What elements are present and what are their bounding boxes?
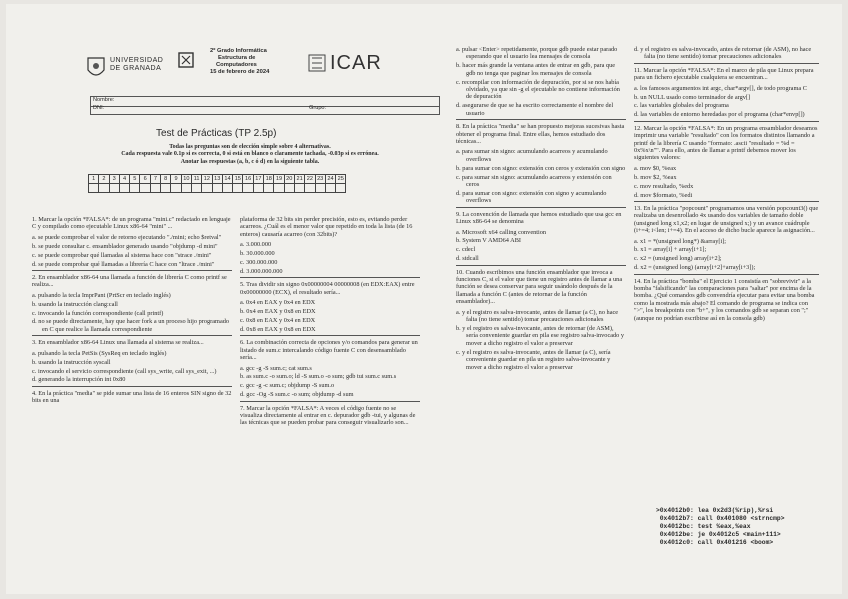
grid-number-cell: 3 [109,175,119,184]
questions-column-4 [634,46,819,325]
question-text: 13. En la práctica "popcount" programamos una versión popcount3() que realizaba un desenrollado 4x usando dos variables de tamaño doble (unsigned long x1,x2; en lugar de unsigned x;) y un avance cuádruple (i+=4; i<len; i+=4). En el acceso de dicho bucle aparece la asignación... [634,204,819,235]
grid-answer-cell[interactable] [222,184,232,193]
answer-option: b. System V AMD64 ABI [456,237,522,245]
questions-column-1 [32,216,232,408]
question-text: 2. En ensamblador x86-64 una llamada a función de librería C como printf se realiza... [32,273,227,289]
question-text: 12. Marcar la opción *FALSA*: En un programa ensamblador deseamos imprimir una variable "resultado" con los formatos distintos llamando a printf de la librería C usando "formato: .ascii "resultado = %d = 0x%x\n"". Para ello, antes de llamar a printf debemos mover los siguientes valores: [634,124,818,162]
grid-number-cell: 8 [161,175,171,184]
answer-option: a. 3.000.000 [240,241,272,249]
grid-answer-cell[interactable] [140,184,150,193]
course-name-1: Estructura de [218,55,256,61]
answer-option: c. cdecl [456,246,476,254]
grid-answer-cell[interactable] [336,184,346,193]
etsiit-logo-icon [178,52,194,72]
answer-option: b. usando la instrucción clang:call [32,300,118,308]
dni-field [90,105,440,115]
answer-option: c. se puede comprobar qué llamadas al sistema hace con "strace ./mini" [32,251,212,259]
question-text: 3. En ensamblador x86-64 Linux una llamada al sistema se realiza... [32,339,204,347]
grid-number-cell: 12 [202,175,212,184]
question-separator [456,265,626,266]
grid-answer-cell[interactable] [305,184,315,193]
grid-answer-cell[interactable] [284,184,294,193]
code-line: 0x4012bc: test %eax,%eax [656,523,751,530]
questions-column-2 [240,216,420,430]
answer-option: d. 0x8 en EAX y 0x8 en EDX [240,325,316,333]
answer-option: d. gcc -Og -S sum.c -o sum; objdump -d sum [240,391,354,399]
instructions [70,144,430,166]
answer-option: c. 0x8 en EAX y 0x4 en EDX [240,316,316,324]
dni-label: DNI: [93,105,105,111]
university-crest-icon [86,56,106,80]
exam-date: 15 de febrero de 2024 [210,69,270,75]
answer-option: b. 30.000.000 [240,250,275,258]
question-separator [634,274,819,275]
answer-option: d. se puede comprobar qué llamadas a librería C hace con "ltrace ./mini" [32,260,215,268]
answer-option: b. un NULL usado como terminador de argv[] [634,93,751,101]
grid-answer-cell[interactable] [212,184,222,193]
answer-option: c. mov resultado, %edx [634,182,694,190]
course-grade: 2º Grado Informática [210,48,267,54]
question-separator [32,386,232,387]
answer-option: d. para sumar con signo: extensión con signo y acumulando overflows [456,189,607,205]
grid-number-cell: 7 [150,175,160,184]
answer-option: c. 300.000.000 [240,259,278,267]
grid-number-cell: 11 [191,175,201,184]
question-separator [240,335,420,336]
grid-number-cell: 22 [305,175,315,184]
question-text: 6. La combinación correcta de opciones y/o comandos para generar un listado de sum.c intercalando código fuente C con desensamblado sería... [240,339,418,362]
question-separator [240,277,420,278]
answer-option: a. los famosos argumentos int argc, char*argv[], de todo programa C [634,84,807,92]
column-1 [60,4,308,90]
grid-answer-cell[interactable] [150,184,160,193]
answer-option: a. mov $0, %eax [634,164,677,172]
instruction-2: Cada respuesta vale 0.1p si es correcta, 0 si está en blanco o claramente tachada, -0.03p si es errónea. [121,151,379,158]
answer-option: d. y el registro es salva-invocado, antes de retornar (de ASM), no hace falta (no tiene sentido) tomar precauciones adicionales [634,46,812,61]
answer-option: b. 0x4 en EAX y 0x8 en EDX [240,308,316,316]
grid-answer-cell[interactable] [325,184,335,193]
question-text: plataforma de 32 bits sin perder precisión, esto es, evitando perder acarreos. ¿Cuál es el menor valor que repetido en toda la lista (de 16 enteros) causaría acarreo (con 32bits)? [240,216,413,238]
answer-option: b. hacer más grande la ventana antes de entrar en gdb, para que gdb no tenga que paginar los mensajes de consola [456,62,616,77]
grid-number-cell: 15 [233,175,243,184]
grid-answer-cell[interactable] [130,184,140,193]
course-name-2: Computadores [216,62,257,68]
answer-option: a. se puede comprobar el valor de retorno ejecutando "./mini; echo $retval" [32,233,222,241]
answer-option: b. x1 = array[i] + array[i+1]; [634,246,707,254]
answer-option: b. mov $2, %eax [634,173,677,181]
answer-option: a. pulsar <Enter> repetidamente, porque gdb puede estar parado esperando que el usuario lea mensajes de consola [456,46,618,61]
grid-answer-cell[interactable] [315,184,325,193]
name-label: Nombre: [93,97,115,103]
answer-option: a. gcc -g -S sum.c; cat sum.s [240,364,312,372]
answer-option: c. gcc -g -c sum.c; objdump -S sum.o [240,382,335,390]
grid-answer-cell[interactable] [274,184,284,193]
grid-number-cell: 1 [89,175,99,184]
grid-answer-cell[interactable] [264,184,274,193]
grid-answer-cell[interactable] [294,184,304,193]
grid-number-cell: 23 [315,175,325,184]
university-name-2: DE GRANADA [110,65,162,72]
code-block [656,507,836,547]
answer-option: a. 0x4 en EAX y 0x4 en EDX [240,299,316,307]
grid-number-cell: 17 [253,175,263,184]
answer-option: d. x2 = (unsigned long) (array[i+2]+array[i+3]); [634,264,756,272]
answer-option: d. 3.000.000.000 [240,267,283,275]
grid-answer-cell[interactable] [161,184,171,193]
grid-number-cell: 4 [119,175,129,184]
answer-option: c. para sumar sin signo: acumulando acarreos y extensión con ceros [456,173,612,188]
grid-number-cell: 13 [212,175,222,184]
code-line: 0x4012b7: call 0x401080 <strncmp> [656,515,785,522]
grid-answer-cell[interactable] [181,184,191,193]
question-text: 1. Marcar la opción *FALSA*: de un programa "mini.c" redactado en lenguaje C y compilado como ejecutable Linux x86-64 "mini" ... [32,216,231,231]
grid-answer-cell[interactable] [89,184,99,193]
answer-grid [88,174,346,193]
question-text: 9. La convención de llamada que hemos estudiado que usa gcc en Linux x86-64 se denomina [456,210,622,226]
instruction-1: Todas las preguntas son de elección simple sobre 4 alternativas. [169,144,331,150]
grid-number-cell: 14 [222,175,232,184]
question-text: 5. Tras dividir sin signo 0x00000004 00000008 (en EDX:EAX) entre 0x00000000 (ECX), el resultado sería... [240,281,415,296]
answer-option: d. asegurarse de que se ha escrito correctamente el nombre del usuario [456,102,614,117]
answer-option: c. invocando la función correspondiente (call printf) [32,309,164,317]
answer-option: a. Microsoft x64 calling convention [456,228,547,236]
grid-answer-cell[interactable] [233,184,243,193]
question-text: 14. En la práctica "bomba" el Ejercicio 1 consistía en "sobrevivir" a la bomba "falsificando" las comparaciones para "saltar" por encima de la bomba. ¿Qué comandos gdb convendría ejecutar para evitar una bomba como la mostrada más abajo? El comando de programa se indica con ">", los breakpoints con "b+", y los comandos gdb se separan con ";" (aunque no podrían escribirse así en la consola gdb) [634,277,815,322]
question-separator [32,270,232,271]
grid-answer-cell[interactable] [171,184,181,193]
answer-option: b. y el registro es salva-invocante, antes de retornar (de ASM), sería conveniente guardar en pila ese registro salva-invocado y mover a dicho registro el valor a preservar [456,325,625,347]
code-line: 0x4012be: je 0x4012c5 <main+111> [656,531,781,538]
answer-option: c. las variables globales del programa [634,102,729,110]
answer-option: c. x2 = (unsigned long) array[i+2]; [634,255,722,263]
answer-option: a. pulsando la tecla PetSis (SysReq en teclado inglés) [32,349,167,357]
question-separator [634,63,819,64]
grid-answer-cell[interactable] [109,184,119,193]
question-separator [456,207,626,208]
grid-answer-cell[interactable] [99,184,109,193]
icar-logo-icon [308,54,326,72]
answer-option: c. y el registro es salva-invocante, antes de llamar (a C), sería conveniente guardar en pila un registro salva-invocante y mover a dicho registro el valor a preservar [456,348,611,371]
group-label: Grupo: [309,105,327,111]
question-text: 7. Marcar la opción *FALSA*: A veces el código fuente no se visualiza directamente al entrar en c. depurador gdb -tui, y algunas de las técnicas que se pueden probar para conseguir visualizarlo son... [240,404,416,427]
grid-number-cell: 18 [264,175,274,184]
answer-option: b. se puede consultar c. ensamblador generado usando "objdump -d mini" [32,242,218,250]
question-text: 10. Cuando escribimos una función ensamblador que invoca a funciones C, si el valor que tiene un registro antes de llamar a una función se desea conservar para seguir usándolo después de la llamada a función C (antes de retornar de la función ensamblador)... [456,268,623,306]
grid-answer-cell[interactable] [202,184,212,193]
grid-answer-cell[interactable] [191,184,201,193]
grid-number-cell: 6 [140,175,150,184]
grid-number-cell: 21 [294,175,304,184]
grid-number-cell: 19 [274,175,284,184]
grid-number-cell: 20 [284,175,294,184]
answer-option: c. recompilar con información de depuración, por si se nos había olvidado, ya que sin -g el ejecutable no contiene información de depuración [456,78,620,101]
question-separator [634,201,819,202]
code-line: >0x4012b0: lea 0x2d3(%rip),%rsi [656,507,774,514]
grid-number-cell: 10 [181,175,191,184]
answer-option: d. las variables de entorno heredadas por el programa (char*envp[]) [634,111,805,119]
grid-answer-cell[interactable] [253,184,263,193]
exam-sheet [6,4,842,594]
answer-option: c. invocando el servicio correspondiente (call sys_write, call sys_exit, ...) [32,367,217,375]
question-separator [456,119,626,120]
answer-option: b. usando la instrucción syscall [32,358,111,366]
page-title: Test de Prácticas (TP 2.5p) [156,128,277,139]
university-name-1: UNIVERSIDAD [110,57,164,64]
question-separator [32,335,232,336]
grid-number-cell: 16 [243,175,253,184]
grid-number-cell: 5 [130,175,140,184]
header [60,4,308,90]
answer-option: a. y el registro es salva-invocante, antes de llamar (a C), no hace falta (no tiene sentido) tomar precauciones adicionales [456,308,619,324]
grid-number-cell: 9 [171,175,181,184]
question-text: 4. En la práctica "media" se pide sumar una lista de 16 enteros SIN signo de 32 bits en una [32,389,232,405]
answer-option: b. as sum.c -o sum.o; ld -S sum.o -o sum; gdb tui sum.c sum.s [240,373,397,381]
question-separator [240,401,420,402]
code-line: 0x4012c0: call 0x401216 <boom> [656,539,774,546]
question-separator [634,121,819,122]
answer-option: d. mov $formato, %edi [634,191,693,199]
question-text: 8. En la práctica "media" se han propuesto mejoras sucesivas hasta obtener el programa final. Entre ellas, hemos estudiado dos técnicas... [456,123,625,145]
answer-option: d. stdcall [456,255,479,263]
grid-number-cell: 25 [336,175,346,184]
grid-answer-cell[interactable] [243,184,253,193]
instruction-3: Anotar las respuestas (a, b, c ó d) en la siguiente tabla. [180,158,320,165]
answer-option: d. no se puede directamente, hay que hacer fork a un proceso hijo programado en C que realice la llamada correspondiente [32,318,230,333]
icar-text: ICAR [330,52,382,74]
grid-number-cell: 2 [99,175,109,184]
answer-option: a. pulsando la tecla ImprPant (PrtScr en teclado inglés) [32,291,171,299]
answer-option: b. para sumar con signo: extensión con ceros y extensión con signo [456,164,626,172]
grid-answer-cell[interactable] [119,184,129,193]
answer-option: a. para sumar sin signo: acumulando acarreos y acumulando overflows [456,148,608,163]
question-text: 11. Marcar la opción *FALSA*: En el marco de pila que Linux prepara para un fichero ejecutable cualquiera se encuentran... [634,66,814,82]
answer-option: d. generando la interrupción int 0x80 [32,376,126,384]
grid-number-cell: 24 [325,175,335,184]
answer-option: a. x1 = *(unsigned long*) &array[i]; [634,237,727,245]
questions-column-3 [456,46,626,372]
